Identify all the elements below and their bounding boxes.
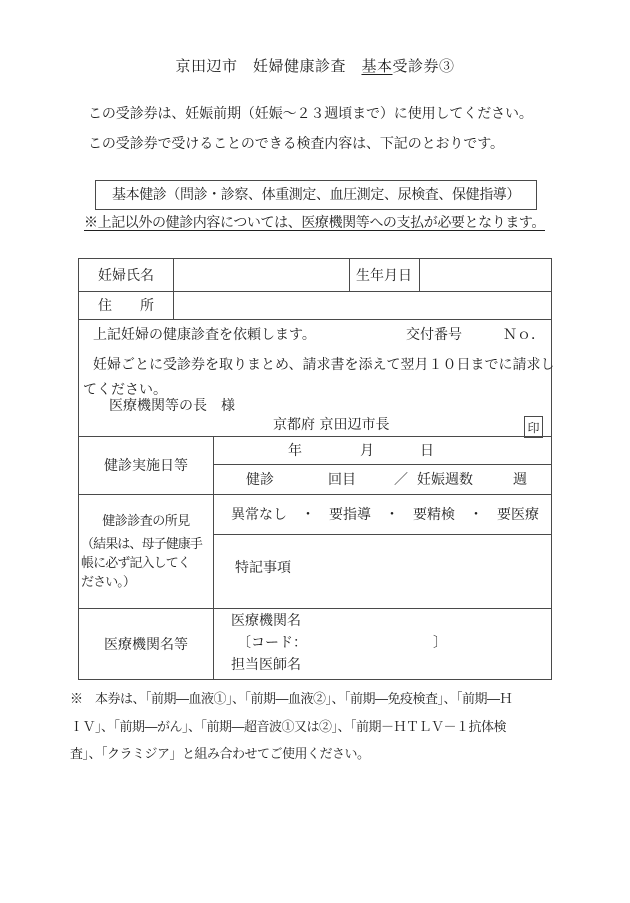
exam-date-ymd-row	[213, 436, 551, 464]
title-city-program: 京田辺市 妊婦健康診査	[175, 57, 362, 75]
issue-number-label: 交付番号	[406, 327, 462, 343]
birth-value-cell	[419, 259, 551, 291]
exam-count-suffix: 回目	[328, 472, 356, 488]
exam-count-prefix: 健診	[246, 472, 274, 488]
footnote-line-3: 査」、「クラミジア」と組み合わせてご使用ください。	[70, 747, 370, 762]
institution-label-cell: 医療機関名等	[104, 636, 188, 653]
addressee-line: 医療機関等の長 様	[109, 398, 235, 414]
footnote-line-2: ＩＶ」、「前期―がん」、「前期―超音波①又は②」、「前期－ＨＴＬＶ－１抗体検	[70, 719, 507, 735]
institution-code-open: 〔コード：	[237, 635, 307, 651]
request-line-2: 妊婦ごとに受診券を取りまとめ、請求書を添えて翌月１０日までに請求し	[93, 357, 555, 373]
institution-name-line: 医療機関名	[231, 613, 301, 629]
year-label: 年	[288, 443, 302, 459]
slash-divider: ／	[394, 472, 408, 488]
intro-line-1: この受診券は、妊娠前期（妊娠～２３週頃まで）に使用してください。	[88, 106, 533, 122]
doctor-name-line: 担当医師名	[231, 657, 301, 673]
voucher-table	[78, 258, 555, 680]
request-line-1: 上記妊婦の健康診査を依頼します。	[93, 327, 316, 343]
institution-content-cell	[213, 608, 551, 679]
birth-label-cell: 生年月日	[356, 268, 412, 284]
exam-date-label-cell: 健診実施日等	[104, 458, 188, 474]
address-value-cell	[173, 291, 551, 319]
exam-count-row	[213, 464, 551, 494]
name-label-cell: 妊婦氏名	[98, 268, 154, 284]
findings-label: 健診診査の所見	[102, 514, 190, 529]
payment-note: ※上記以外の健診内容については、医療機関等への支払が必要となります。	[84, 215, 545, 231]
findings-note-line-2: 帳に必ず記入してく	[81, 556, 190, 571]
month-label: 月	[360, 443, 374, 459]
findings-note-line-3: ださい。）	[81, 575, 136, 590]
findings-label-cell	[79, 494, 213, 608]
seal-stamp-label: 印	[527, 420, 540, 435]
day-label: 日	[420, 443, 434, 459]
address-label-cell: 住 所	[98, 298, 154, 314]
name-value-cell	[173, 259, 349, 291]
seal-box	[524, 416, 543, 438]
footnote-line-1: ※ 本券は、「前期―血液①」、「前期―血液②」、「前期―免疫検査」、「前期―Ｈ	[70, 692, 513, 707]
basic-exam-text: 基本健診（問診・診察、体重測定、血圧測定、尿検査、保健指導）	[112, 187, 520, 203]
findings-options-row: 異常なし ・ 要指導 ・ 要精検 ・ 要医療	[231, 507, 539, 523]
title-voucher-number: 受診券③	[392, 57, 455, 75]
mayor-signature-line: 京都府 京田辺市長	[273, 417, 390, 433]
findings-note	[81, 535, 213, 592]
footnote	[70, 686, 580, 769]
intro-line-2: この受診券で受けることのできる検査内容は、下記のとおりです。	[88, 136, 504, 152]
basic-exam-box	[95, 180, 537, 210]
findings-note-line-1: （結果は、母子健康手	[81, 537, 203, 552]
title-basic-underlined: 基本	[361, 57, 393, 75]
week-unit-label: 週	[513, 472, 527, 488]
row-divider-line	[79, 319, 551, 320]
special-notes-label: 特記事項	[235, 560, 291, 576]
request-line-3: てください。	[83, 382, 167, 398]
institution-code-close: 〕	[433, 635, 447, 651]
page-title	[0, 55, 630, 76]
special-notes-row	[213, 534, 551, 608]
issue-number-value: Ｎｏ．	[503, 327, 545, 343]
pregnancy-weeks-label: 妊娠週数	[417, 472, 473, 488]
